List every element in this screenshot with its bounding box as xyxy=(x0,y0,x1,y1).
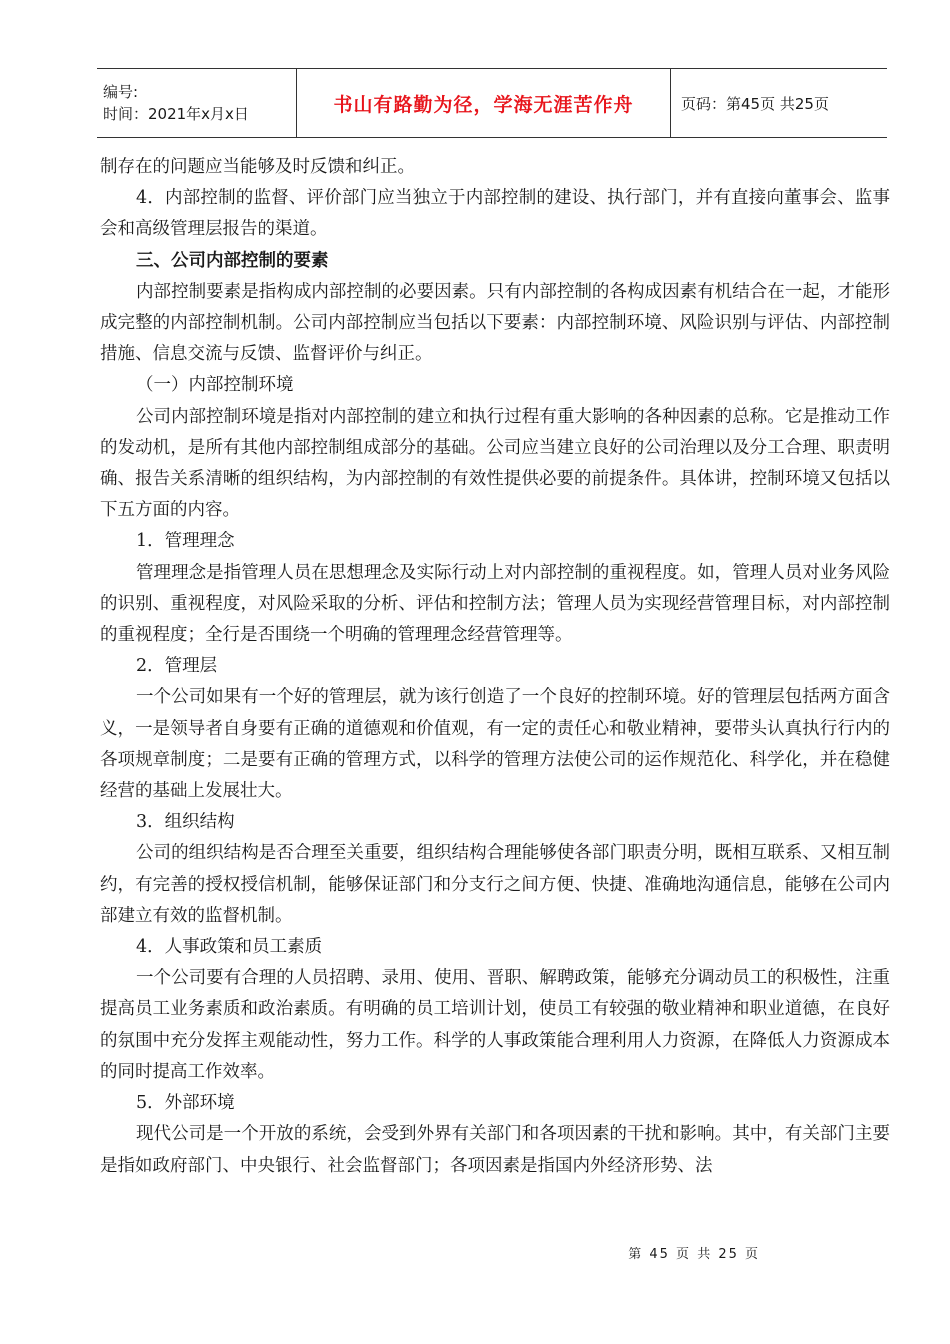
body-paragraph: 现代公司是一个开放的系统，会受到外界有关部门和各项因素的干扰和影响。其中，有关部门主要是指如政府部门、中央银行、社会监督部门；各项因素是指国内外经济形势、法 xyxy=(100,1124,890,1176)
document-number-label: 编号: xyxy=(103,83,139,101)
body-paragraph: 4．内部控制的监督、评价部门应当独立于内部控制的建设、执行部门，并有直接向董事会、监事会和高级管理层报告的渠道。 xyxy=(100,188,890,240)
footer-page-number: 第 45 页 共 25 页 xyxy=(628,1247,760,1262)
page-header xyxy=(97,68,887,138)
header-page-info: 页码：第45页 共25页 xyxy=(681,94,829,113)
document-body xyxy=(100,152,890,1182)
body-paragraph: 1．管理理念 xyxy=(136,531,235,552)
body-paragraph: 公司的组织结构是否合理至关重要，组织结构合理能够使各部门职责分明，既相互联系、又相互制约，有完善的授权授信机制，能够保证部门和分支行之间方便、快捷、准确地沟通信息，能够在公司内部建立有效的监督机制。 xyxy=(100,843,890,926)
body-paragraph: 4．人事政策和员工素质 xyxy=(136,937,323,958)
body-paragraph: 2．管理层 xyxy=(136,656,218,677)
document-time-label: 时间：2021年x月x日 xyxy=(103,105,249,123)
body-paragraph: 3．组织结构 xyxy=(136,812,235,833)
body-paragraph: 内部控制要素是指构成内部控制的必要因素。只有内部控制的各构成因素有机结合在一起，才能形成完整的内部控制机制。公司内部控制应当包括以下要素：内部控制环境、风险识别与评估、内部控制措施、信息交流与反馈、监督评价与纠正。 xyxy=(100,281,890,365)
page-footer xyxy=(0,1243,950,1262)
body-paragraph: 制存在的问题应当能够及时反馈和纠正。 xyxy=(100,157,415,177)
section-heading: 三、公司内部控制的要素 xyxy=(136,250,329,271)
header-motto: 书山有路勤为径，学海无涯苦作舟 xyxy=(297,69,671,137)
body-paragraph: 一个公司要有合理的人员招聘、录用、使用、晋职、解聘政策，能够充分调动员工的积极性，注重提高员工业务素质和政治素质。有明确的员工培训计划，使员工有较强的敬业精神和职业道德，在良好的氛围中充分发挥主观能动性，努力工作。科学的人事政策能合理利用人力资源，在降低人力资源成本的同时提高工作效率。 xyxy=(100,968,890,1082)
header-meta xyxy=(97,69,297,137)
body-paragraph: 公司内部控制环境是指对内部控制的建立和执行过程有重大影响的各种因素的总称。它是推动工作的发动机，是所有其他内部控制组成部分的基础。公司应当建立良好的公司治理以及分工合理、职责明确、报告关系清晰的组织结构，为内部控制的有效性提供必要的前提条件。具体讲，控制环境又包括以下五方面的内容。 xyxy=(100,406,890,521)
body-paragraph: （一）内部控制环境 xyxy=(136,375,294,396)
body-paragraph: 管理理念是指管理人员在思想理念及实际行动上对内部控制的重视程度。如，管理人员对业务风险的识别、重视程度，对风险采取的分析、评估和控制方法；管理人员为实现经营管理目标，对内部控制的重视程度；全行是否围绕一个明确的管理理念经营管理等。 xyxy=(100,562,890,646)
body-paragraph: 一个公司如果有一个好的管理层，就为该行创造了一个良好的控制环境。好的管理层包括两方面含义，一是领导者自身要有正确的道德观和价值观，有一定的责任心和敬业精神，要带头认真执行行内的各项规章制度；二是要有正确的管理方式，以科学的管理方法使公司的运作规范化、科学化，并在稳健经营的基础上发展壮大。 xyxy=(100,687,890,802)
body-paragraph: 5．外部环境 xyxy=(136,1093,235,1114)
